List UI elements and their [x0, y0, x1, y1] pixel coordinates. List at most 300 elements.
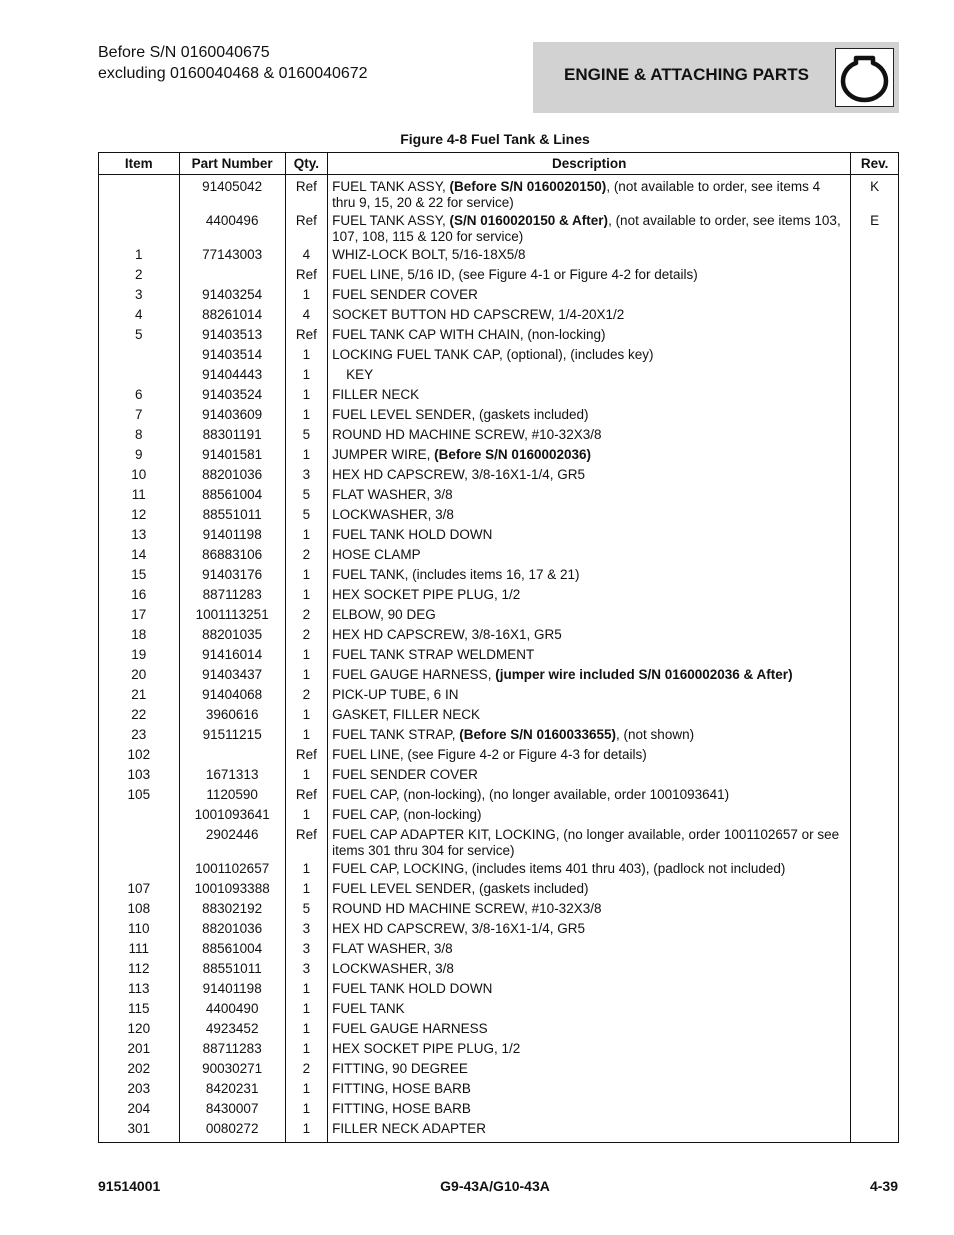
engine-outline-icon	[835, 48, 894, 107]
cell-qty: 5	[285, 486, 327, 506]
cell-item: 22	[99, 706, 180, 726]
cell-qty: 1	[285, 1080, 327, 1100]
description-text: HEX HD CAPSCREW, 3/8-16X1-1/4, GR5	[332, 921, 585, 936]
cell-item: 9	[99, 446, 180, 466]
cell-item	[99, 212, 180, 246]
cell-description	[328, 606, 851, 626]
table-row	[99, 786, 899, 806]
cell-qty: 1	[285, 1000, 327, 1020]
cell-part-number: 91403609	[179, 406, 285, 426]
cell-qty: 1	[285, 1020, 327, 1040]
cell-description	[328, 1120, 851, 1143]
table-row	[99, 506, 899, 526]
cell-part-number: 88301191	[179, 426, 285, 446]
cell-description	[328, 880, 851, 900]
cell-rev	[851, 546, 899, 566]
cell-description	[328, 1000, 851, 1020]
cell-item: 21	[99, 686, 180, 706]
table-row	[99, 806, 899, 826]
description-text: FILLER NECK ADAPTER	[332, 1121, 486, 1136]
cell-item	[99, 826, 180, 860]
description-text: JUMPER WIRE,	[332, 447, 435, 462]
cell-rev	[851, 686, 899, 706]
cell-rev	[851, 706, 899, 726]
table-row	[99, 1040, 899, 1060]
cell-part-number: 2902446	[179, 826, 285, 860]
column-header-item: Item	[99, 153, 180, 175]
cell-part-number: 77143003	[179, 246, 285, 266]
table-row	[99, 980, 899, 1000]
description-text: ELBOW, 90 DEG	[332, 607, 436, 622]
cell-rev	[851, 900, 899, 920]
cell-item: 3	[99, 286, 180, 306]
description-text: FUEL CAP, LOCKING, (includes items 401 thru 403), (padlock not included)	[332, 861, 786, 876]
cell-qty: 3	[285, 940, 327, 960]
cell-rev	[851, 806, 899, 826]
cell-item: 17	[99, 606, 180, 626]
cell-description	[328, 980, 851, 1000]
cell-item: 2	[99, 266, 180, 286]
cell-item: 12	[99, 506, 180, 526]
cell-qty: 1	[285, 386, 327, 406]
cell-qty: 1	[285, 446, 327, 466]
description-text: GASKET, FILLER NECK	[332, 707, 480, 722]
cell-item: 4	[99, 306, 180, 326]
description-serial-note: (S/N 0160020150 & After)	[449, 213, 609, 228]
cell-qty: Ref	[285, 746, 327, 766]
cell-qty: 1	[285, 526, 327, 546]
cell-rev	[851, 860, 899, 880]
cell-item: 107	[99, 880, 180, 900]
cell-description	[328, 1020, 851, 1040]
cell-item: 120	[99, 1020, 180, 1040]
cell-part-number: 8420231	[179, 1080, 285, 1100]
table-row	[99, 546, 899, 566]
cell-qty: 1	[285, 980, 327, 1000]
description-text: SOCKET BUTTON HD CAPSCREW, 1/4-20X1/2	[332, 307, 625, 322]
description-text: FUEL LINE, 5/16 ID, (see Figure 4-1 or Figure 4-2 for details)	[332, 267, 698, 282]
cell-description	[328, 786, 851, 806]
table-row	[99, 960, 899, 980]
cell-description	[328, 746, 851, 766]
cell-description	[328, 960, 851, 980]
cell-part-number: 88551011	[179, 506, 285, 526]
cell-description	[328, 826, 851, 860]
description-text: , (not shown)	[616, 727, 695, 742]
table-row	[99, 446, 899, 466]
description-text: FUEL TANK HOLD DOWN	[332, 527, 493, 542]
cell-qty: 1	[285, 406, 327, 426]
cell-rev: K	[851, 175, 899, 213]
cell-item: 115	[99, 1000, 180, 1020]
section-title: ENGINE & ATTACHING PARTS	[564, 65, 809, 84]
cell-qty: 2	[285, 686, 327, 706]
cell-description	[328, 486, 851, 506]
table-row	[99, 706, 899, 726]
description-text: FUEL LEVEL SENDER, (gaskets included)	[332, 407, 589, 422]
cell-rev	[851, 646, 899, 666]
cell-part-number: 91403176	[179, 566, 285, 586]
cell-qty: Ref	[285, 326, 327, 346]
cell-description	[328, 940, 851, 960]
table-row	[99, 746, 899, 766]
table-row	[99, 666, 899, 686]
cell-rev	[851, 666, 899, 686]
description-text: FUEL TANK STRAP,	[332, 727, 460, 742]
serial-line-2: excluding 0160040468 & 0160040672	[98, 65, 368, 82]
cell-qty: 1	[285, 880, 327, 900]
cell-qty: 1	[285, 766, 327, 786]
cell-qty: 1	[285, 1120, 327, 1143]
cell-description	[328, 726, 851, 746]
cell-part-number: 0080272	[179, 1120, 285, 1143]
cell-item: 6	[99, 386, 180, 406]
cell-item: 103	[99, 766, 180, 786]
cell-part-number	[179, 746, 285, 766]
cell-description	[328, 766, 851, 786]
description-text: HOSE CLAMP	[332, 547, 421, 562]
cell-qty: 2	[285, 546, 327, 566]
cell-qty: Ref	[285, 826, 327, 860]
cell-item	[99, 346, 180, 366]
cell-qty: Ref	[285, 212, 327, 246]
table-header-row	[99, 153, 899, 175]
cell-qty: Ref	[285, 175, 327, 213]
cell-part-number: 91416014	[179, 646, 285, 666]
column-header-description: Description	[328, 153, 851, 175]
cell-description	[328, 386, 851, 406]
description-text: FLAT WASHER, 3/8	[332, 487, 453, 502]
cell-qty: 1	[285, 666, 327, 686]
cell-part-number: 91511215	[179, 726, 285, 746]
description-text: FUEL TANK HOLD DOWN	[332, 981, 493, 996]
cell-qty: 4	[285, 246, 327, 266]
table-row	[99, 1060, 899, 1080]
cell-part-number: 91401581	[179, 446, 285, 466]
description-serial-note: (Before S/N 0160033655)	[459, 727, 617, 742]
cell-description	[328, 666, 851, 686]
cell-description	[328, 366, 851, 386]
column-header-part-number: Part Number	[179, 153, 285, 175]
cell-item	[99, 175, 180, 213]
table-row	[99, 1020, 899, 1040]
cell-part-number: 86883106	[179, 546, 285, 566]
table-row	[99, 426, 899, 446]
cell-rev	[851, 266, 899, 286]
cell-part-number: 88261014	[179, 306, 285, 326]
cell-qty: 1	[285, 726, 327, 746]
cell-rev	[851, 880, 899, 900]
cell-part-number: 91403437	[179, 666, 285, 686]
cell-item: 113	[99, 980, 180, 1000]
description-serial-note: (Before S/N 0160002036)	[434, 447, 592, 462]
cell-qty: 3	[285, 466, 327, 486]
description-text: ROUND HD MACHINE SCREW, #10-32X3/8	[332, 427, 602, 442]
cell-rev	[851, 1080, 899, 1100]
cell-part-number: 4400496	[179, 212, 285, 246]
cell-item: 110	[99, 920, 180, 940]
table-row	[99, 326, 899, 346]
table-row	[99, 726, 899, 746]
parts-table-body	[99, 175, 899, 1143]
cell-description	[328, 506, 851, 526]
cell-rev	[851, 366, 899, 386]
cell-description	[328, 466, 851, 486]
cell-qty: 1	[285, 346, 327, 366]
table-row	[99, 826, 899, 860]
figure-title: Figure 4-8 Fuel Tank & Lines	[400, 131, 590, 147]
cell-qty: Ref	[285, 786, 327, 806]
cell-item: 5	[99, 326, 180, 346]
cell-rev	[851, 1000, 899, 1020]
cell-description	[328, 900, 851, 920]
cell-item: 18	[99, 626, 180, 646]
cell-item: 19	[99, 646, 180, 666]
description-text: KEY	[346, 367, 374, 382]
cell-description	[328, 646, 851, 666]
cell-item: 16	[99, 586, 180, 606]
cell-rev	[851, 940, 899, 960]
description-text: FITTING, HOSE BARB	[332, 1101, 471, 1116]
cell-rev	[851, 306, 899, 326]
cell-item: 102	[99, 746, 180, 766]
cell-description	[328, 626, 851, 646]
serial-line-1: Before S/N 0160040675	[98, 44, 270, 61]
cell-description	[328, 566, 851, 586]
cell-part-number: 8430007	[179, 1100, 285, 1120]
footer-model: G9-43A/G10-43A	[440, 1178, 550, 1194]
cell-part-number: 88711283	[179, 586, 285, 606]
cell-rev	[851, 1120, 899, 1143]
table-row	[99, 346, 899, 366]
cell-item: 301	[99, 1120, 180, 1143]
cell-part-number: 1001093388	[179, 880, 285, 900]
cell-part-number: 88561004	[179, 486, 285, 506]
description-text: FUEL GAUGE HARNESS	[332, 1021, 488, 1036]
cell-rev	[851, 526, 899, 546]
cell-part-number: 91403524	[179, 386, 285, 406]
cell-qty: 2	[285, 606, 327, 626]
description-text: LOCKWASHER, 3/8	[332, 507, 454, 522]
cell-qty: 1	[285, 366, 327, 386]
cell-qty: 5	[285, 900, 327, 920]
cell-item: 8	[99, 426, 180, 446]
cell-rev	[851, 486, 899, 506]
cell-part-number: 88551011	[179, 960, 285, 980]
description-text: FLAT WASHER, 3/8	[332, 941, 453, 956]
description-serial-note: (Before S/N 0160020150)	[449, 179, 607, 194]
description-text: FUEL SENDER COVER	[332, 287, 478, 302]
cell-rev: E	[851, 212, 899, 246]
cell-part-number: 91403514	[179, 346, 285, 366]
cell-item: 202	[99, 1060, 180, 1080]
cell-qty: Ref	[285, 266, 327, 286]
cell-part-number: 88201036	[179, 920, 285, 940]
cell-rev	[851, 406, 899, 426]
table-row	[99, 1100, 899, 1120]
cell-rev	[851, 626, 899, 646]
cell-part-number: 1001093641	[179, 806, 285, 826]
cell-rev	[851, 766, 899, 786]
cell-description	[328, 860, 851, 880]
column-header-qty: Qty.	[285, 153, 327, 175]
description-text: FILLER NECK	[332, 387, 420, 402]
cell-description	[328, 212, 851, 246]
cell-part-number: 88201035	[179, 626, 285, 646]
cell-qty: 1	[285, 286, 327, 306]
cell-item	[99, 860, 180, 880]
description-text: FUEL CAP, (non-locking), (no longer available, order 1001093641)	[332, 787, 730, 802]
cell-item: 105	[99, 786, 180, 806]
cell-qty: 1	[285, 1040, 327, 1060]
cell-qty: 5	[285, 506, 327, 526]
cell-qty: 1	[285, 566, 327, 586]
description-text: HEX HD CAPSCREW, 3/8-16X1, GR5	[332, 627, 562, 642]
table-row	[99, 586, 899, 606]
description-text: FUEL TANK STRAP WELDMENT	[332, 647, 535, 662]
cell-item: 14	[99, 546, 180, 566]
cell-part-number: 3960616	[179, 706, 285, 726]
cell-rev	[851, 786, 899, 806]
cell-item: 204	[99, 1100, 180, 1120]
description-text: FUEL SENDER COVER	[332, 767, 478, 782]
cell-rev	[851, 746, 899, 766]
cell-qty: 1	[285, 806, 327, 826]
cell-rev	[851, 286, 899, 306]
description-text: FUEL TANK ASSY,	[332, 179, 450, 194]
table-row	[99, 486, 899, 506]
description-text: WHIZ-LOCK BOLT, 5/16-18X5/8	[332, 247, 526, 262]
cell-description	[328, 1040, 851, 1060]
table-row	[99, 1000, 899, 1020]
cell-item: 201	[99, 1040, 180, 1060]
cell-qty: 1	[285, 860, 327, 880]
description-text: HEX SOCKET PIPE PLUG, 1/2	[332, 587, 521, 602]
cell-description	[328, 406, 851, 426]
cell-rev	[851, 446, 899, 466]
serial-note	[98, 42, 368, 84]
cell-rev	[851, 1100, 899, 1120]
cell-qty: 1	[285, 646, 327, 666]
table-row	[99, 860, 899, 880]
cell-qty: 3	[285, 920, 327, 940]
table-row	[99, 366, 899, 386]
table-row	[99, 386, 899, 406]
table-row	[99, 646, 899, 666]
cell-rev	[851, 1060, 899, 1080]
cell-description	[328, 306, 851, 326]
cell-description	[328, 246, 851, 266]
table-row	[99, 606, 899, 626]
table-row	[99, 266, 899, 286]
table-row	[99, 920, 899, 940]
description-text: LOCKING FUEL TANK CAP, (optional), (includes key)	[332, 347, 654, 362]
cell-rev	[851, 346, 899, 366]
cell-item: 20	[99, 666, 180, 686]
cell-description	[328, 286, 851, 306]
cell-rev	[851, 726, 899, 746]
cell-qty: 1	[285, 586, 327, 606]
table-row	[99, 880, 899, 900]
cell-part-number: 4923452	[179, 1020, 285, 1040]
cell-rev	[851, 386, 899, 406]
description-text: FUEL TANK ASSY,	[332, 213, 450, 228]
cell-part-number: 88201036	[179, 466, 285, 486]
description-text: PICK-UP TUBE, 6 IN	[332, 687, 459, 702]
description-text: ROUND HD MACHINE SCREW, #10-32X3/8	[332, 901, 602, 916]
cell-description	[328, 446, 851, 466]
section-header	[533, 42, 899, 113]
table-row	[99, 1080, 899, 1100]
cell-description	[328, 1060, 851, 1080]
table-row	[99, 940, 899, 960]
table-row	[99, 900, 899, 920]
cell-part-number: 91405042	[179, 175, 285, 213]
cell-qty: 3	[285, 960, 327, 980]
cell-rev	[851, 980, 899, 1000]
cell-qty: 1	[285, 1100, 327, 1120]
cell-item: 203	[99, 1080, 180, 1100]
table-row	[99, 686, 899, 706]
cell-description	[328, 426, 851, 446]
cell-part-number: 91403513	[179, 326, 285, 346]
cell-item: 23	[99, 726, 180, 746]
table-row	[99, 212, 899, 246]
cell-part-number: 90030271	[179, 1060, 285, 1080]
description-text: FUEL LINE, (see Figure 4-2 or Figure 4-3 for details)	[332, 747, 647, 762]
table-row	[99, 175, 899, 213]
cell-rev	[851, 606, 899, 626]
description-text: FUEL TANK CAP WITH CHAIN, (non-locking)	[332, 327, 606, 342]
cell-description	[328, 175, 851, 213]
cell-part-number: 88561004	[179, 940, 285, 960]
cell-description	[328, 920, 851, 940]
description-serial-note: (jumper wire included S/N 0160002036 & After)	[495, 667, 793, 682]
cell-rev	[851, 566, 899, 586]
cell-part-number: 1001102657	[179, 860, 285, 880]
cell-item: 108	[99, 900, 180, 920]
cell-rev	[851, 466, 899, 486]
cell-item	[99, 806, 180, 826]
cell-qty: 2	[285, 626, 327, 646]
cell-part-number	[179, 266, 285, 286]
footer-page-number: 4-39	[869, 1178, 898, 1194]
description-text: HEX HD CAPSCREW, 3/8-16X1-1/4, GR5	[332, 467, 585, 482]
description-text: FUEL CAP, (non-locking)	[332, 807, 482, 822]
cell-description	[328, 526, 851, 546]
description-text: , (not available to order, see items 4 thru 9, 15, 20 & 22 for service)	[332, 179, 821, 210]
cell-rev	[851, 246, 899, 266]
table-row	[99, 626, 899, 646]
cell-item: 111	[99, 940, 180, 960]
cell-description	[328, 546, 851, 566]
column-header-rev: Rev.	[851, 153, 899, 175]
cell-qty: 5	[285, 426, 327, 446]
cell-item	[99, 366, 180, 386]
cell-description	[328, 806, 851, 826]
cell-item: 11	[99, 486, 180, 506]
footer-doc-number: 91514001	[98, 1178, 161, 1194]
cell-rev	[851, 326, 899, 346]
cell-part-number: 88711283	[179, 1040, 285, 1060]
table-row	[99, 466, 899, 486]
cell-rev	[851, 1020, 899, 1040]
cell-description	[328, 346, 851, 366]
cell-rev	[851, 506, 899, 526]
description-text: FITTING, HOSE BARB	[332, 1081, 471, 1096]
cell-rev	[851, 586, 899, 606]
cell-part-number: 4400490	[179, 1000, 285, 1020]
